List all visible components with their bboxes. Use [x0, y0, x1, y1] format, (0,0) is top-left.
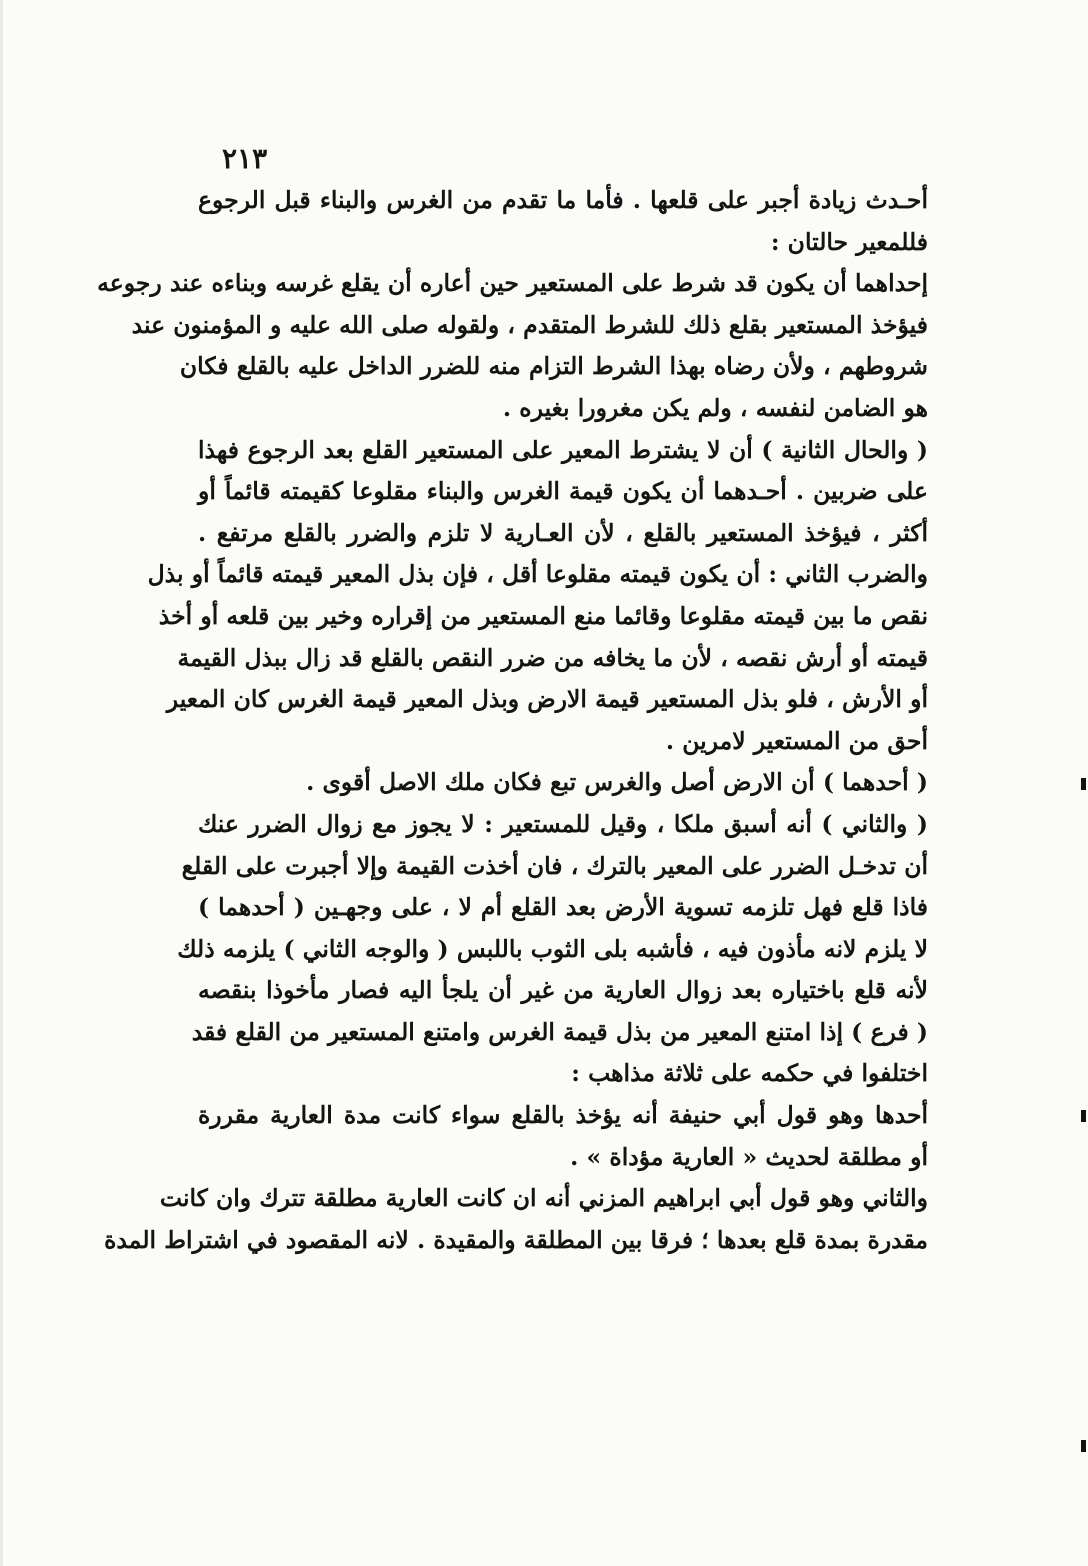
text-line: لا يلزم لانه مأذون فيه ، فأشبه بلى الثوب باللبس ( والوجه الثاني ) يلزمه ذلك: [177, 934, 928, 963]
margin-mark: [1081, 1110, 1086, 1122]
text-line: نقص ما بين قيمته مقلوعا وقائما منع المستعير من إقراره وخير بين قلعه أو أخذ: [158, 601, 928, 630]
text-line: فاذا قلع فهل تلزمه تسوية الأرض بعد القلع أم لا ، على وجهـين ( أحدهما ): [198, 893, 928, 922]
text-line: مقدرة بمدة قلع بعدها ؛ فرقا بين المطلقة والمقيدة . لانه المقصود في اشتراط المدة: [104, 1225, 928, 1254]
text-line: والثاني وهو قول أبي ابراهيم المزني أنه ان كانت العارية مطلقة تترك وان كانت: [159, 1184, 928, 1213]
text-line: فيؤخذ المستعير بقلع ذلك للشرط المتقدم ، ولقوله صلى الله عليه و المؤمنون عند: [131, 310, 928, 339]
text-line: هو الضامن لنفسه ، ولم يكن مغرورا بغيره .: [502, 393, 928, 422]
text-line: أحـدث زيادة أجبر على قلعها . فأما ما تقدم من الغرس والبناء قبل الرجوع: [198, 186, 928, 214]
text-line: ( أحدهما ) أن الارض أصل والغرس تبع فكان ملك الاصل أقوى .: [306, 768, 928, 797]
text-line: على ضربين . أحـدهما أن يكون قيمة الغرس والبناء مقلوعا كقيمته قائماً أو: [198, 477, 928, 506]
scan-edge: [0, 0, 3, 1566]
body-text: [97, 180, 928, 1261]
text-line: اختلفوا في حكمه على ثلاثة مذاهب :: [571, 1059, 928, 1088]
margin-mark: [1081, 778, 1086, 790]
text-line: لأنه قلع باختياره بعد زوال العارية من غير أن يلجأ اليه فصار مأخوذا بنقصه: [198, 976, 928, 1005]
text-line: أحق من المستعير لامرين .: [665, 726, 928, 755]
text-line: ( والثاني ) أنه أسبق ملكا ، وقيل للمستعير : لا يجوز مع زوال الضرر عنك: [198, 809, 928, 838]
text-line: إحداهما أن يكون قد شرط على المستعير حين أعاره أن يقلع غرسه وبناءه عند رجوعه: [97, 269, 928, 298]
text-line: شروطهم ، ولأن رضاه بهذا الشرط التزام منه للضرر الداخل عليه بالقلع فكان: [179, 352, 928, 381]
page-number: ٢١٣: [222, 142, 268, 175]
text-line: والضرب الثاني : أن يكون قيمته مقلوعا أقل ، فإن بذل المعير قيمته قائماً أو بذل: [147, 560, 928, 589]
text-line: قيمته أو أرش نقصه ، لأن ما يخافه من ضرر النقص بالقلع قد زال ببذل القيمة: [177, 643, 928, 672]
text-line: فللمعير حالتان :: [770, 227, 928, 256]
text-line: أحدها وهو قول أبي حنيفة أنه يؤخذ بالقلع سواء كانت مدة العارية مقررة: [198, 1101, 928, 1130]
margin-mark: [1081, 1440, 1086, 1452]
text-line: أو مطلقة لحديث « العارية مؤداة » .: [570, 1142, 928, 1171]
text-line: أكثر ، فيؤخذ المستعير بالقلع ، لأن العـارية لا تلزم والضرر بالقلع مرتفع .: [198, 518, 928, 547]
text-line: أن تدخـل الضرر على المعير بالترك ، فان أخذت القيمة وإلا أجبرت على القلع: [181, 851, 928, 880]
text-line: ( والحال الثانية ) أن لا يشترط المعير على المستعير القلع بعد الرجوع فهذا: [198, 435, 928, 464]
text-line: ( فرع ) إذا امتنع المعير من بذل قيمة الغرس وامتنع المستعير من القلع فقد: [191, 1017, 928, 1046]
text-line: أو الأرش ، فلو بذل المستعير قيمة الارض وبذل المعير قيمة الغرس كان المعير: [166, 685, 928, 714]
